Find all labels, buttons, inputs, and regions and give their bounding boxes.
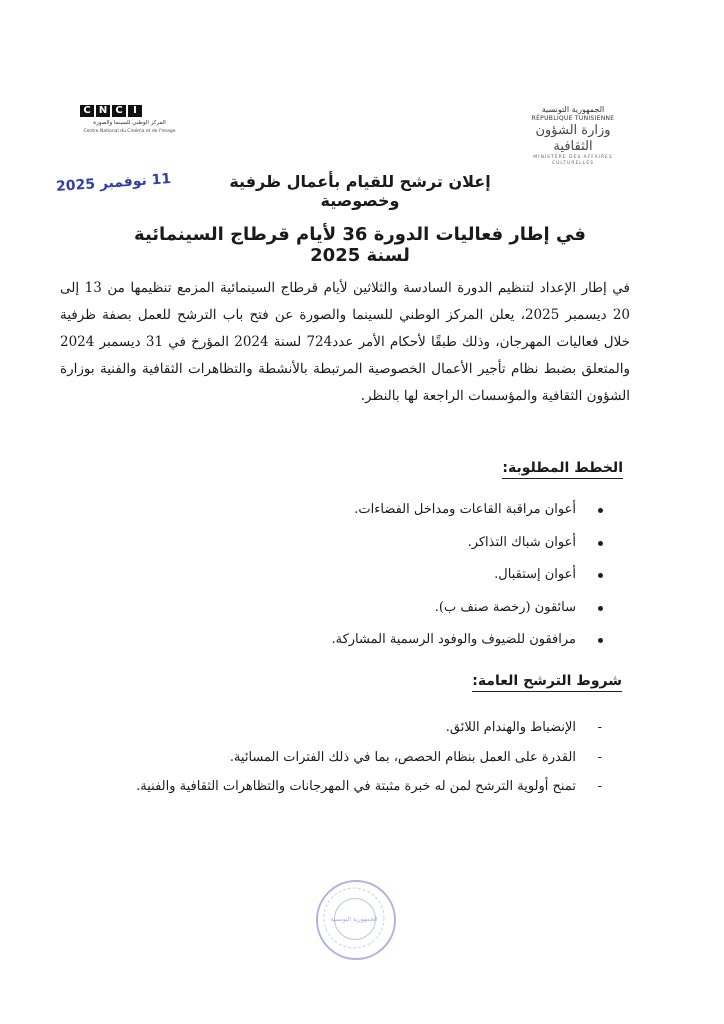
cnci-name-ar: المركز الوطني للسينما والصورة	[93, 120, 166, 126]
republic-name-ar: الجمهورية التونسية	[541, 105, 605, 114]
conditions-heading: شروط الترشح العامة:	[472, 673, 622, 692]
page-subtitle: في إطار فعاليات الدورة 36 لأيام قرطاج السينمائية لسنة 2025	[134, 224, 586, 266]
intro-paragraph: في إطار الإعداد لتنظيم الدورة السادسة والثلاثين لأيام قرطاج السينمائية المزمع تنظيمها من 13 إلى 20 ديسمبر 2025، يعلن المركز الوطني للسينما والصورة عن فتح باب الترشح للعمل بصفة ظرفية خلال فعاليات المهرجان، وذلك طبقًا لأحكام الأمر عدد724 لسنة 2024 المؤرخ في 31 ديسمبر 2024 والمتعلق بضبط نظام تأجير الأعمال الخصوصية المرتبطة بالأنشطة والتظاهرات الثقافية والفنية بوزارة الشؤون الثقافية والمؤسسات الراجعة لها بالنظر.	[60, 280, 630, 404]
cnci-logo	[72, 105, 192, 145]
official-seal	[316, 880, 396, 960]
positions-heading: الخطط المطلوبة:	[502, 460, 623, 479]
page-title: إعلان ترشح للقيام بأعمال ظرفية وخصوصية	[229, 172, 491, 210]
list-item: أعوان مراقبة القاعات ومداخل الفضاءات.	[206, 499, 606, 532]
list-item: مرافقون للضيوف والوفود الرسمية المشاركة.	[206, 629, 606, 662]
republic-header	[518, 104, 628, 167]
date-stamp: 11 نوفمبر 2025	[55, 171, 172, 195]
seal-inner-ring	[334, 898, 376, 940]
list-item: - الإنضباط والهندام اللائق.	[136, 717, 606, 747]
list-item: - القدرة على العمل بنظام الحصص، بما في ذلك الفترات المسائية.	[136, 747, 606, 777]
cnci-name-fr: Centre National du Cinéma et de l'Image	[83, 129, 176, 134]
cnci-logo-mark: C N C I	[80, 105, 142, 117]
ministry-name-fr: MINISTÈRE DES AFFAIRES CULTURELLES	[533, 155, 613, 166]
republic-name-fr: RÉPUBLIQUE TUNISIENNE	[531, 115, 615, 122]
list-item: أعوان شباك التذاكر.	[206, 532, 606, 565]
list-item: - تمنح أولوية الترشح لمن له خبرة مثبتة في المهرجانات والتظاهرات الثقافية والفنية.	[136, 776, 606, 806]
positions-list	[206, 499, 606, 662]
ministry-name-ar: وزارة الشؤون الثقافية	[535, 123, 611, 154]
conditions-list	[136, 717, 606, 806]
list-item: أعوان إستقبال.	[206, 564, 606, 597]
seal-text: الجمهورية التونسية	[330, 916, 378, 923]
list-item: سائقون (رخصة صنف ب).	[206, 597, 606, 630]
